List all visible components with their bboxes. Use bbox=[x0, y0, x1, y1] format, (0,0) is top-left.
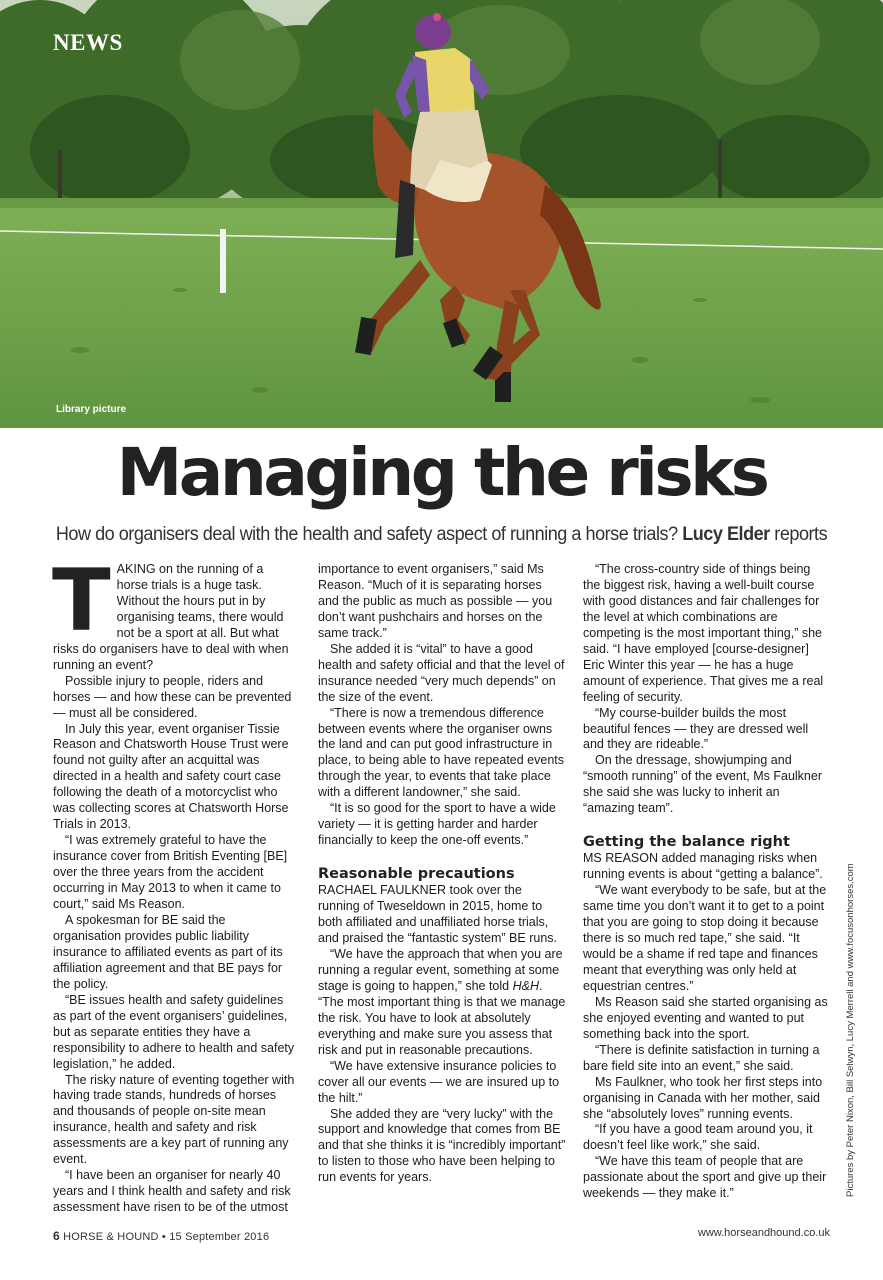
body-paragraph: MS REASON added managing risks when running events is about “getting a balance”. bbox=[583, 851, 823, 882]
body-paragraph: “It is so good for the sport to have a wide variety — it is getting harder and harder financially to keep the one-off events.” bbox=[318, 801, 556, 848]
body-paragraph: “BE issues health and safety guidelines as part of the event organisers’ guidelines, but as separate entities they have a responsibility to adhere to health and safety legislation,” he added. bbox=[53, 992, 295, 1071]
article-column-3 bbox=[583, 562, 831, 1202]
body-paragraph: On the dressage, showjumping and “smooth running” of the event, Ms Faulkner she said she was lucky to inherit an “amazing team”. bbox=[583, 753, 823, 816]
article-standfirst bbox=[22, 524, 861, 546]
article-headline: Managing the risks bbox=[116, 434, 767, 511]
page-footer bbox=[53, 1229, 269, 1243]
byline-suffix: reports bbox=[774, 524, 828, 545]
body-paragraph: A spokesman for BE said the organisation provides public liability insurance to affiliated events as part of its affiliation agreement and that BE pays for the policy. bbox=[53, 912, 283, 991]
body-paragraph: importance to event organisers,” said Ms Reason. “Much of it is separating horses and the public as much as possible — you don’t want pushchairs and horses on the same track.” bbox=[318, 562, 553, 640]
body-paragraph: “There is definite satisfaction in turning a bare field site into an event,” she said. bbox=[583, 1042, 820, 1073]
body-paragraph: “The cross-country side of things being the biggest risk, having a well-built course with good distances and fair challenges for the level at which combinations are competing is the most important thing,” she said. “I have employed [course-designer] Eric Winter this year — he has a huge amount of experience. That gives me a real feeling of security. bbox=[583, 562, 824, 704]
standfirst-text: How do organisers deal with the health and safety aspect of running a horse trials? bbox=[55, 524, 678, 545]
drop-cap: T bbox=[52, 551, 111, 651]
body-paragraph: Ms Faulkner, who took her first steps into organising in Canada with her mother, said she “absolutely loves” running events. bbox=[583, 1074, 823, 1121]
body-paragraph: “I have been an organiser for nearly 40 years and I think health and safety and risk assessment have risen to be of the utmost bbox=[53, 1168, 291, 1215]
photo-caption: Library picture bbox=[56, 404, 127, 415]
publication-abbrev: H&H bbox=[512, 978, 539, 993]
body-paragraph: “We have this team of people that are passionate about the sport and give up their weekends — they make it.” bbox=[583, 1154, 827, 1201]
footer-separator: • bbox=[161, 1231, 166, 1243]
body-paragraph: “We have the approach that when you are running a regular event, something at some stage is going to happen,” she told H&H. “The most important thing is that we manage the risk. You have to look at absolutely everything and make sure you assess that risk and put in reasonable precautions. bbox=[318, 946, 566, 1057]
picture-credit: Pictures by Peter Nixon, Bill Selwyn, Lucy Merrell and www.focusonhorses.com bbox=[845, 863, 856, 1197]
eventing-rider-illustration bbox=[0, 0, 883, 428]
subheading-getting-the-balance-right: Getting the balance right bbox=[583, 834, 790, 851]
body-paragraph: “My course-builder builds the most beautiful fences — they are dressed well and they are rideable.” bbox=[583, 705, 809, 752]
publication-name: HORSE & HOUND bbox=[63, 1231, 159, 1243]
section-label: NEWS bbox=[53, 30, 123, 55]
body-paragraph: “We have extensive insurance policies to cover all our events — we are insured up to the hilt.” bbox=[318, 1058, 560, 1105]
article-column-1 bbox=[52, 551, 295, 1216]
byline-name: Lucy Elder bbox=[682, 524, 770, 545]
body-paragraph: “I was extremely grateful to have the insurance cover from British Eventing [BE] over the three years from the accident occurring in May 2013 to when it came to court,” said Ms Reason. bbox=[53, 833, 288, 912]
body-paragraph: “There is now a tremendous difference between events where the organiser owns the land and can put good infrastructure in place, to being able to have repeated events through the year, to events that take place with a different landowner,” she said. bbox=[318, 705, 565, 800]
body-paragraph: She added they are “very lucky” with the support and knowledge that comes from BE and that she thinks it is “incredibly important” to listen to those who have been helping to run events for years. bbox=[318, 1106, 566, 1185]
body-paragraph: Possible injury to people, riders and horses — and how these can be prevented — must all be considered. bbox=[53, 673, 292, 720]
body-paragraph: Ms Reason said she started organising as she enjoyed eventing and wanted to put something back into the sport. bbox=[583, 994, 828, 1041]
page-number: 6 bbox=[53, 1229, 60, 1243]
body-paragraph: “We want everybody to be safe, but at the same time you don’t want it to get to a point that you are going to stop doing it because there is so much red tape,” she said. “It would be a shame if red tape and finances meant that everything was only held at equestrian centres.” bbox=[583, 883, 827, 993]
website-link[interactable]: www.horseandhound.co.uk bbox=[697, 1227, 830, 1239]
issue-date: 15 September 2016 bbox=[169, 1231, 270, 1243]
body-paragraph: She added it is “vital” to have a good health and safety official and that the level of insurance needed “very much depends” on the size of the event. bbox=[318, 641, 565, 704]
hero-photo bbox=[0, 0, 883, 428]
body-paragraph: RACHAEL FAULKNER took over the running of Tweseldown in 2015, home to both affiliated and unaffiliated horse trials, and praised the “fantastic system” BE runs. bbox=[318, 883, 557, 946]
subheading-reasonable-precautions: Reasonable precautions bbox=[318, 866, 515, 883]
article-column-2 bbox=[318, 562, 566, 1186]
body-paragraph: In July this year, event organiser Tissie Reason and Chatsworth House Trust were found not guilty after an acquittal was directed in a health and safety court case following the death of a motorcyclist who was collecting scores at Chatsworth Horse Trials in 2013. bbox=[53, 721, 289, 832]
body-paragraph: “If you have a good team around you, it doesn’t feel like work,” she said. bbox=[583, 1122, 813, 1153]
body-paragraph: TAKING on the running of a horse trials is a huge task. Without the hours put in by organising teams, there would not be a sport at all. But what risks do organisers have to deal with when running an event? bbox=[52, 551, 289, 672]
body-paragraph: The risky nature of eventing together with having trade stands, hundreds of horses and thousands of people on-site mean insurance, health and safety and risk assessments are a key part of running any event. bbox=[53, 1072, 295, 1167]
